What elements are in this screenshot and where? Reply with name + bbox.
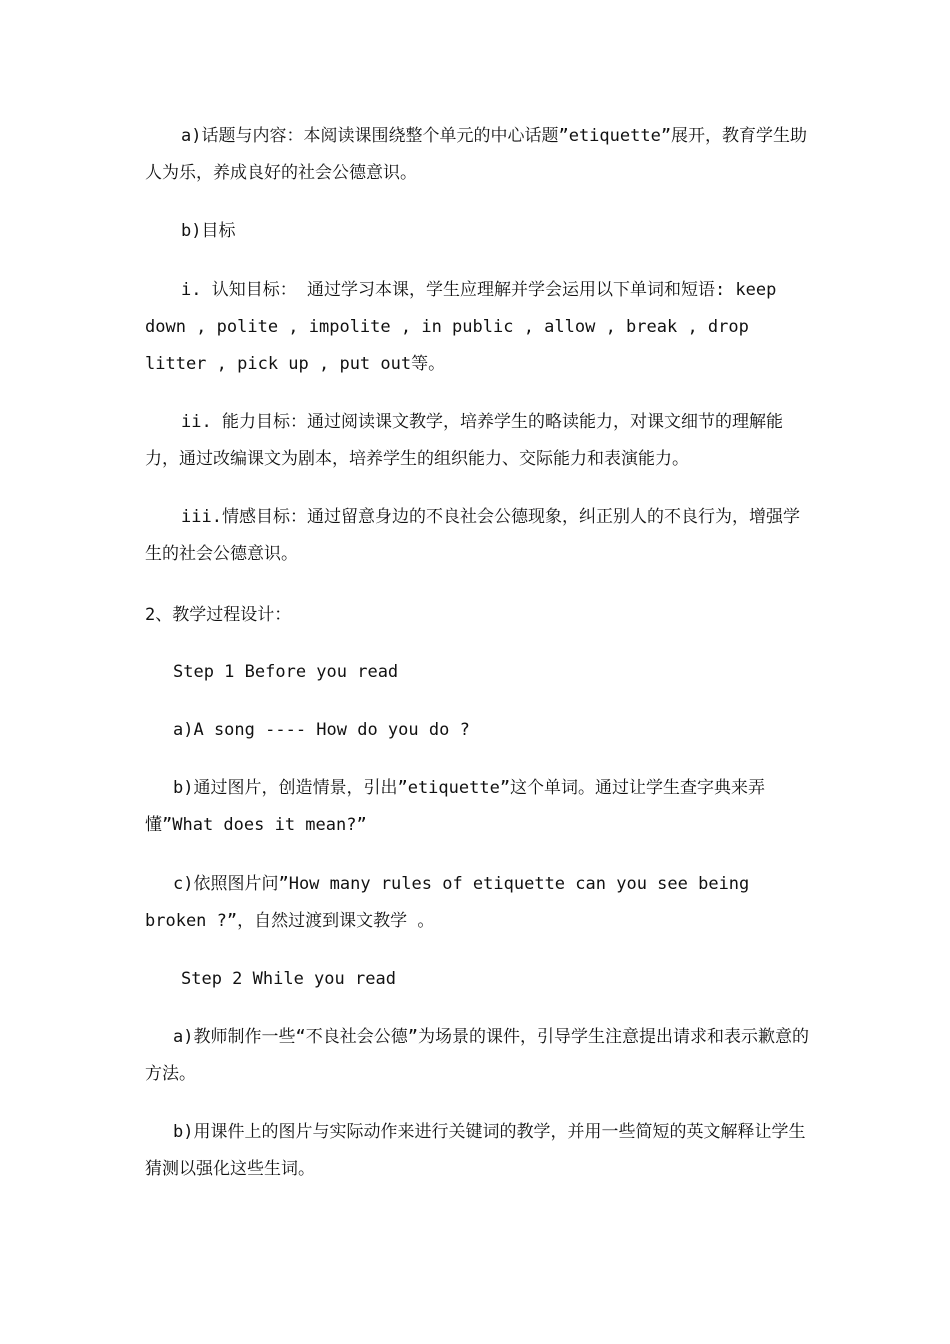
paragraph-rules-question: c)依照图片问”How many rules of etiquette can you see being broken ?”，自然过渡到课文教学 。 xyxy=(145,874,750,931)
step-heading-before-read: Step 1 Before you read xyxy=(173,662,399,682)
paragraph-topic-content: a)话题与内容：本阅读课围绕整个单元的中心话题”etiquette”展开，教育学生助人为乐，养成良好的社会公德意识。 xyxy=(145,126,808,183)
section-heading-teaching-process: 2、教学过程设计： xyxy=(145,605,292,625)
paragraph-cognitive-goal: i. 认知目标： 通过学习本课，学生应理解并学会运用以下单词和短语: keep down , polite , impolite , in public , allow , break , drop litter , pick up , put out等。 xyxy=(145,280,777,374)
paragraph-song: a)A song ---- How do you do ? xyxy=(173,720,470,740)
paragraph-introduce-etiquette: b)通过图片，创造情景，引出”etiquette”这个单词。通过让学生查字典来弄懂”What does it mean?” xyxy=(145,778,766,835)
paragraph-emotional-goal: iii.情感目标：通过留意身边的不良社会公德现象，纠正别人的不良行为，增强学生的社会公德意识。 xyxy=(145,507,800,564)
paragraph-goals-heading: b)目标 xyxy=(181,221,236,241)
paragraph-keyword-teaching: b)用课件上的图片与实际动作来进行关键词的教学，并用一些简短的英文解释让学生猜测以强化这些生词。 xyxy=(145,1122,806,1179)
paragraph-courseware-scenes: a)教师制作一些“不良社会公德”为场景的课件，引导学生注意提出请求和表示歉意的方法。 xyxy=(145,1027,809,1084)
paragraph-ability-goal: ii. 能力目标：通过阅读课文教学，培养学生的略读能力，对课文细节的理解能力，通过改编课文为剧本，培养学生的组织能力、交际能力和表演能力。 xyxy=(145,412,783,469)
step-heading-while-read: Step 2 While you read xyxy=(181,969,396,989)
